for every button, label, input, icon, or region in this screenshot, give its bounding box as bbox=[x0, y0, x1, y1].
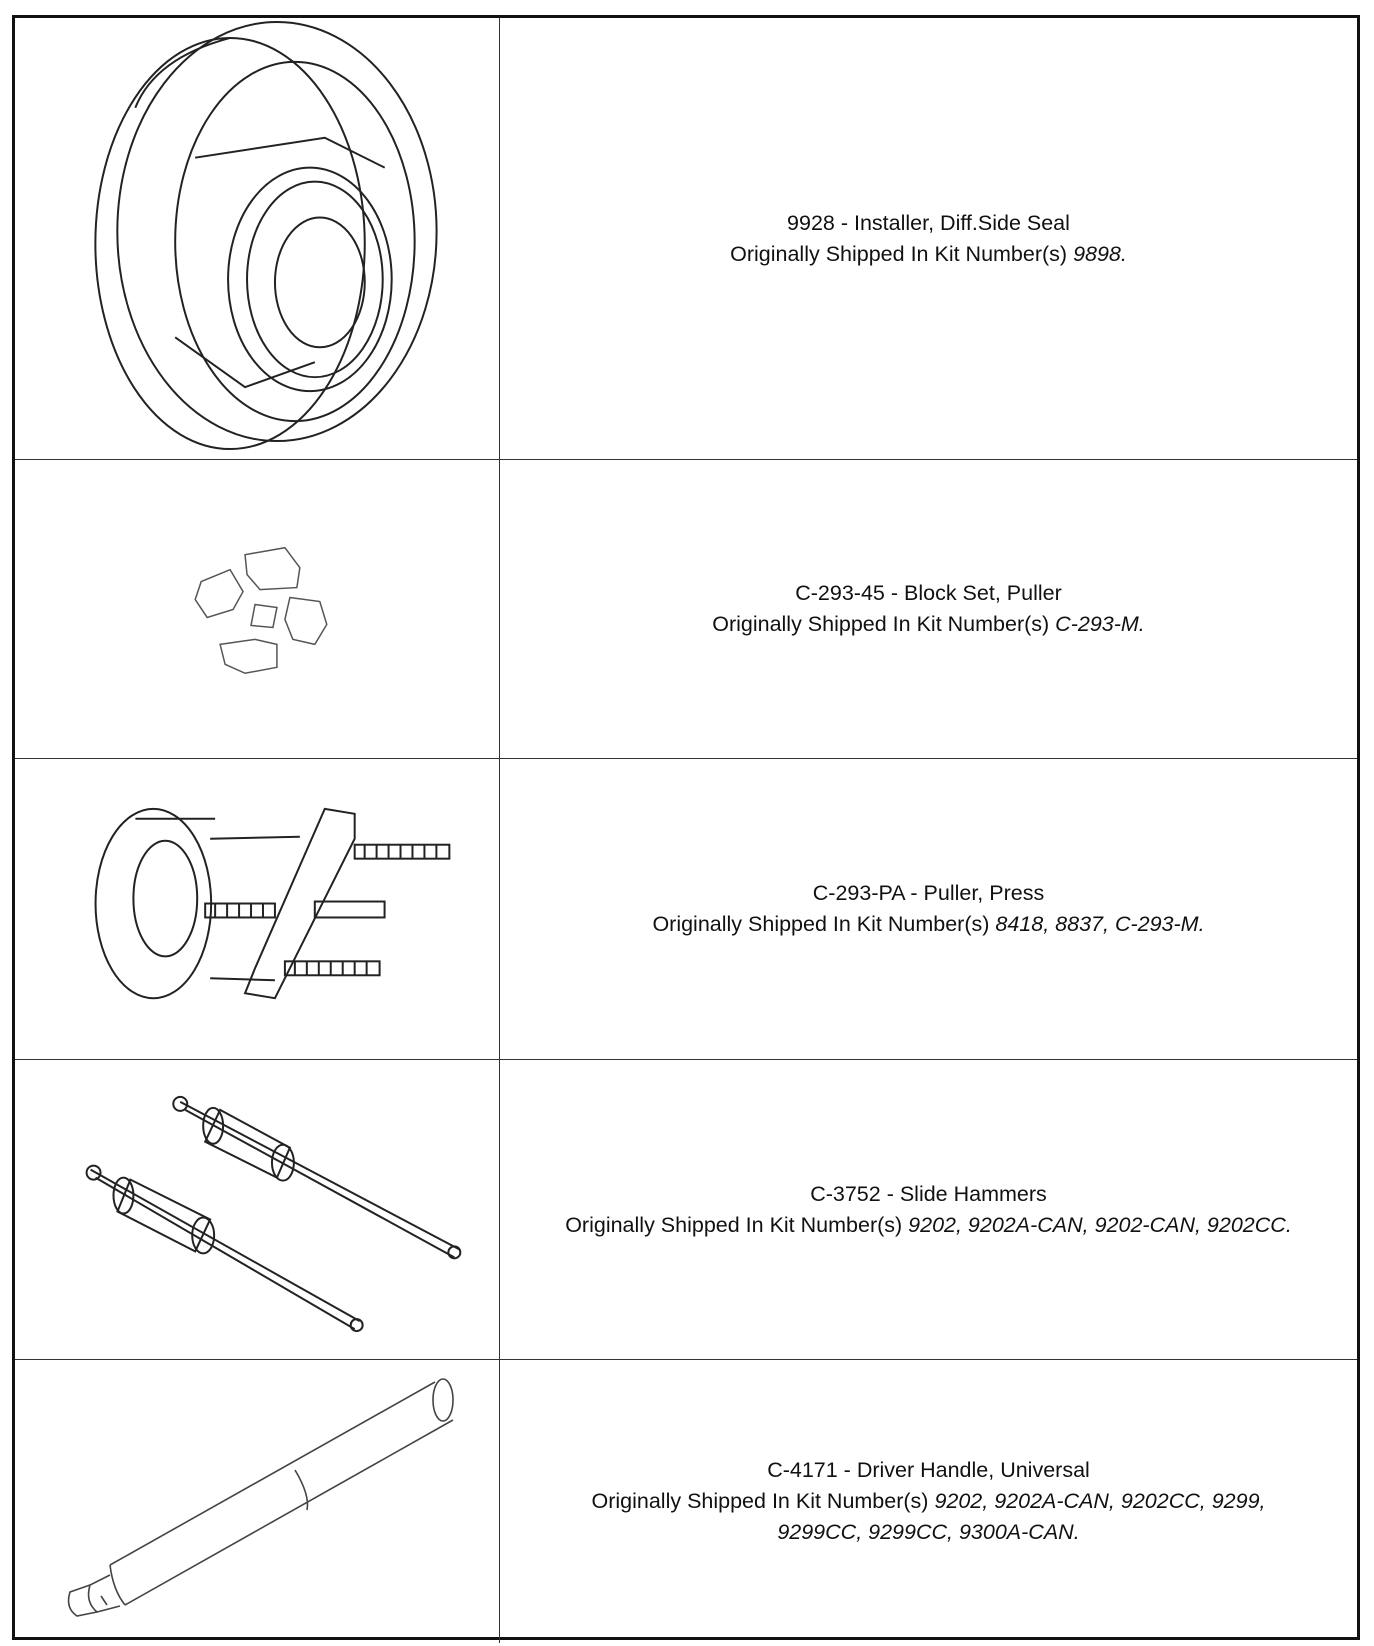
tool-description: Block Set, Puller bbox=[904, 581, 1062, 605]
tool-table bbox=[12, 15, 1360, 1640]
tool-title: C-3752 - Slide Hammers bbox=[810, 1181, 1047, 1206]
kit-numbers-continued: 9299CC, 9299CC, 9300A-CAN. bbox=[777, 1520, 1080, 1544]
shipped-prefix: Originally Shipped In Kit Number(s) bbox=[712, 612, 1050, 636]
tool-number: C-3752 bbox=[810, 1181, 881, 1206]
tool-image-cell bbox=[15, 1360, 499, 1643]
tool-title: 9928 - Installer, Diff.Side Seal bbox=[787, 210, 1070, 235]
tool-title: C-293-PA - Puller, Press bbox=[812, 881, 1045, 905]
tool-row-c-4171 bbox=[15, 1360, 1357, 1643]
shipped-prefix: Originally Shipped In Kit Number(s) bbox=[591, 1489, 929, 1513]
slide-hammers-icon bbox=[15, 1060, 499, 1359]
tool-number: C-293-PA bbox=[812, 881, 905, 905]
seal-installer-icon bbox=[15, 18, 499, 459]
tool-row-9928 bbox=[15, 18, 1357, 460]
driver-handle-icon bbox=[15, 1360, 499, 1643]
tool-number: C-293-45 bbox=[795, 581, 885, 605]
tool-number: 9928 bbox=[787, 210, 835, 235]
tool-image-cell bbox=[15, 759, 499, 1059]
tool-row-c-293-pa bbox=[15, 759, 1357, 1060]
kit-line bbox=[591, 1486, 1265, 1517]
tool-description: Slide Hammers bbox=[899, 1181, 1047, 1206]
tool-row-c-3752 bbox=[15, 1060, 1357, 1360]
tool-row-c-293-45 bbox=[15, 460, 1357, 759]
tool-text-cell bbox=[500, 1060, 1357, 1359]
tool-number: C-4171 bbox=[767, 1458, 838, 1482]
kit-line bbox=[565, 1210, 1292, 1241]
tool-text-cell bbox=[500, 759, 1357, 1059]
shipped-prefix: Originally Shipped In Kit Number(s) bbox=[565, 1212, 903, 1237]
tool-description: Puller, Press bbox=[923, 881, 1045, 905]
kit-numbers: 9202, 9202A-CAN, 9202-CAN, 9202CC. bbox=[908, 1212, 1292, 1237]
press-puller-icon bbox=[15, 759, 499, 1059]
shipped-prefix: Originally Shipped In Kit Number(s) bbox=[730, 241, 1068, 266]
tool-image-cell bbox=[15, 1060, 499, 1359]
tool-image-cell bbox=[15, 18, 499, 459]
tool-description: Installer, Diff.Side Seal bbox=[854, 210, 1070, 235]
kit-numbers: 9898. bbox=[1073, 241, 1127, 266]
tool-text-cell bbox=[500, 18, 1357, 459]
tool-title: C-4171 - Driver Handle, Universal bbox=[767, 1458, 1090, 1482]
kit-numbers: 9202, 9202A-CAN, 9202CC, 9299, bbox=[934, 1489, 1266, 1513]
kit-line bbox=[730, 239, 1127, 270]
kit-numbers: C-293-M. bbox=[1055, 612, 1145, 636]
tool-title: C-293-45 - Block Set, Puller bbox=[795, 581, 1062, 605]
kit-line bbox=[712, 609, 1145, 640]
puller-block-set-icon bbox=[15, 460, 499, 758]
kit-line bbox=[652, 909, 1204, 940]
tool-text-cell bbox=[500, 1360, 1357, 1643]
tool-image-cell bbox=[15, 460, 499, 758]
kit-numbers: 8418, 8837, C-293-M. bbox=[995, 912, 1205, 936]
tool-description: Driver Handle, Universal bbox=[856, 1458, 1090, 1482]
tool-text-cell bbox=[500, 460, 1357, 758]
shipped-prefix: Originally Shipped In Kit Number(s) bbox=[652, 912, 990, 936]
